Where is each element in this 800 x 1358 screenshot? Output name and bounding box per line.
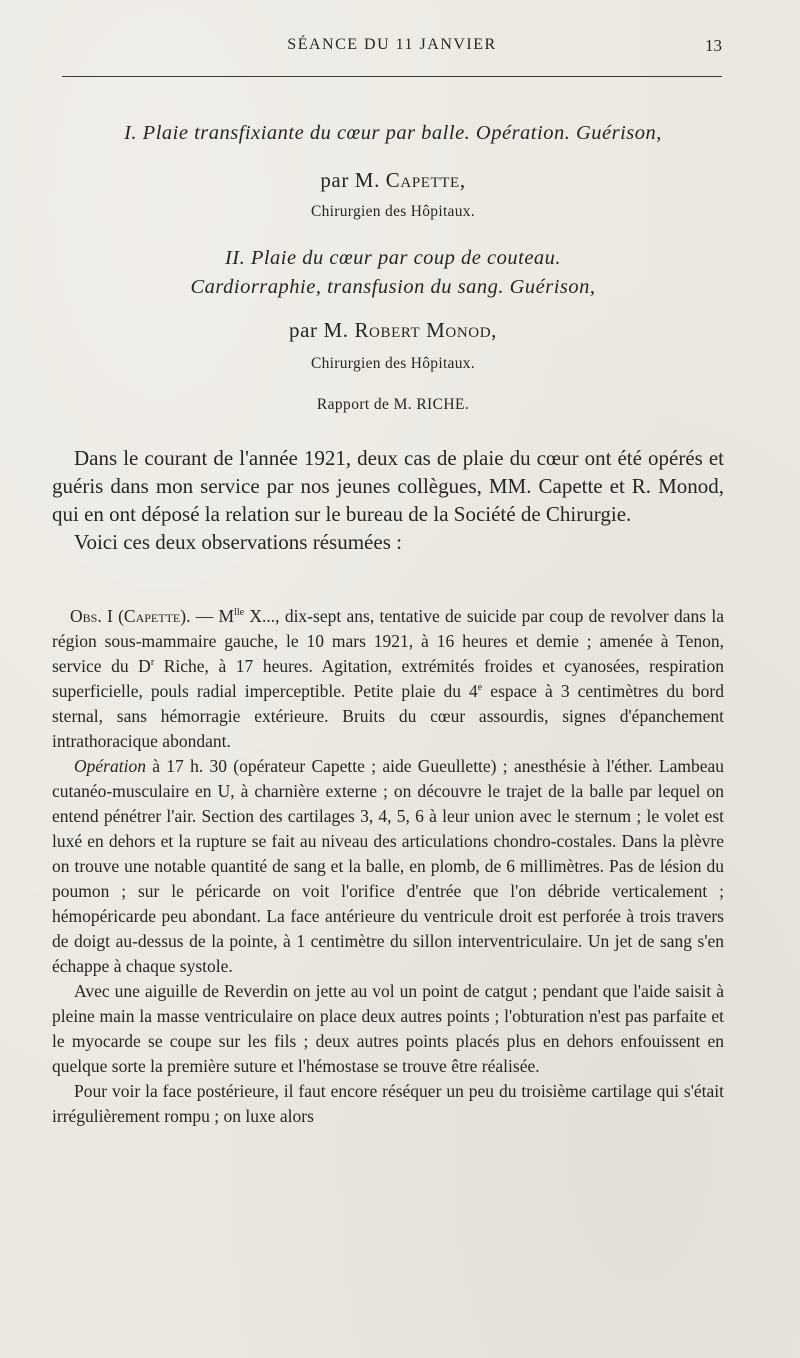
rapport-line: Rapport de M. RICHE.: [316, 396, 470, 413]
intro-paragraph-2: Voici ces deux observations résumées :: [74, 530, 402, 554]
case2-role: Chirurgien des Hôpitaux.: [310, 355, 476, 372]
page-number: 13: [705, 36, 722, 55]
case2-title-line-1: II. Plaie du cœur par coup de couteau.: [224, 247, 562, 269]
case1-par: par M.: [320, 168, 380, 192]
case2-title-line-2: Cardiorraphie, transfusion du sang. Guérison,: [190, 276, 596, 298]
case2-byline: [50, 318, 736, 343]
observation-paragraph-1: Obs. I (Capette). — $M^{lle}$ X..., dix-sept ans, tentative de suicide par coup de revolver dans la région sous-mammaire gauche, le 10 mars 1921, à 16 heures et demie ; amenée à Tenon, service du $D^r$ Riche, à 17 heures. Agitation, extrémités froides et cyanosées, respiration superficielle, pouls radial imperceptible. Petite plaie du 4e espace à 3 centimètres du bord sternal, sans hémorragie extérieure. Bruits du cœur assourdis, signes d'épanchement intrathoracique abondant.: [52, 606, 725, 751]
observation-paragraph-3: Avec une aiguille de Reverdin on jette au vol un point de catgut ; pendant que l'aide saisit à pleine main la masse ventriculaire on place deux autres points ; l'obturation n'est pas parfaite et le myocarde se coupe sur les fils ; deux autres points placés plus en dehors enfouissent en quelque sorte la première suture et l'hémostase se trouve être réalisée.: [52, 981, 724, 1076]
case2-par: par M.: [288, 318, 349, 342]
observation-label: Obs. I (Capette).: [70, 606, 191, 626]
case1-author: Capette,: [385, 168, 466, 192]
case1-title: I. Plaie transfixiante du cœur par balle. Opération. Guérison,: [124, 122, 662, 144]
case2-author: Robert Monod,: [354, 318, 498, 342]
case1-role: Chirurgien des Hôpitaux.: [310, 203, 476, 220]
observation-text: [52, 604, 724, 1129]
observation-paragraph-2: Opération à 17 h. 30 (opérateur Capette ; aide Gueullette) ; anesthésie à l'éther. Lambeau cutanéo-musculaire en U, à charnière externe ; on découvre le trajet de la balle par lequel on entend pénétrer l'air. Section des cartilages 3, 4, 5, 6 à leur union avec le sternum ; le volet est luxé en dehors et la rupture se fait au niveau des articulations chondro-costales. Dans la plèvre on trouve une notable quantité de sang et la balle, en plomb, de 6 millimètres. Pas de lésion du poumon ; sur le péricarde on voit l'orifice d'entrée que l'on débride verticalement ; hémopéricarde peu abondant. La face antérieure du ventricule droit est perforée à trois travers de doigt au-dessus de la pointe, à 1 centimètre du sillon interventriculaire. Un jet de sang s'en échappe à chaque systole.: [52, 756, 724, 976]
observation-paragraph-4: Pour voir la face postérieure, il faut encore réséquer un peu du troisième cartilage qui s'était irrégulièrement rompu ; on luxe alors: [52, 1081, 724, 1126]
header-rule: [62, 76, 722, 77]
intro-text: [52, 444, 724, 556]
running-head: [62, 36, 722, 58]
case1-byline: [50, 168, 736, 193]
intro-paragraph-1: Dans le courant de l'année 1921, deux cas de plaie du cœur ont été opérés et guéris dans mon service par nos jeunes collègues, MM. Capette et R. Monod, qui en ont déposé la relation sur le bureau de la Société de Chirurgie.: [52, 446, 724, 526]
running-head-title: SÉANCE DU 11 JANVIER: [287, 36, 497, 53]
operation-label: Opération: [74, 756, 146, 776]
